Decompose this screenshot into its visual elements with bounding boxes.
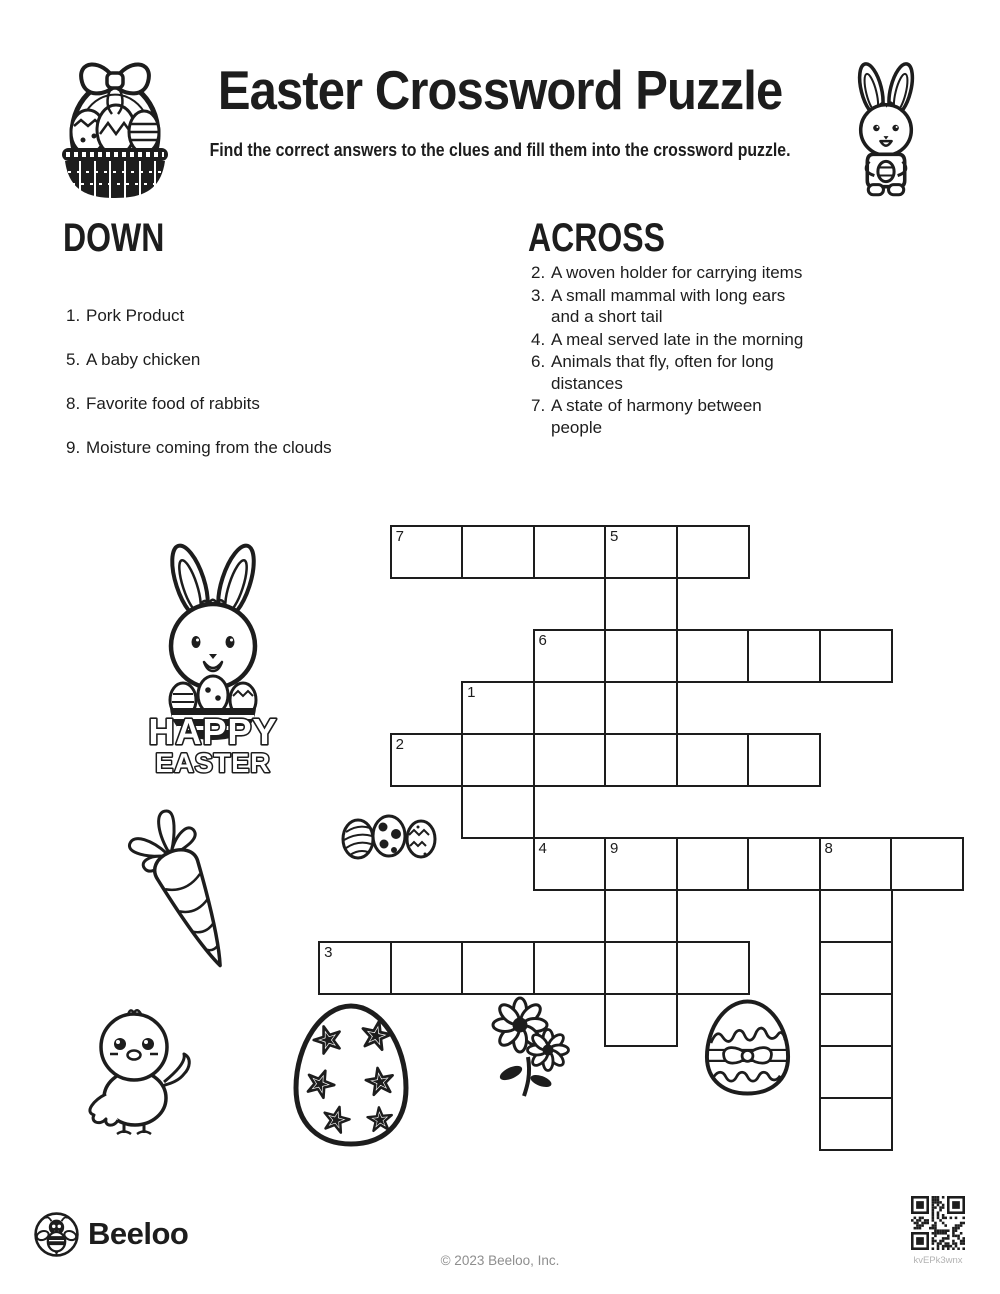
grid-cell[interactable]: [819, 837, 893, 892]
grid-cell[interactable]: [676, 941, 750, 996]
grid-cell[interactable]: [747, 629, 821, 684]
grid-cell[interactable]: [676, 525, 750, 580]
grid-cell[interactable]: [604, 681, 678, 736]
copyright-text: © 2023 Beeloo, Inc.: [440, 1253, 560, 1268]
grid-cell[interactable]: [747, 733, 821, 788]
clue-text: A woven holder for carrying items: [551, 263, 803, 282]
clue-number: 8.: [66, 394, 81, 413]
down-clue-list: [66, 305, 396, 481]
grid-cell-number: 2: [395, 735, 404, 753]
clue-number: 3.: [531, 285, 546, 305]
across-clue-list: [531, 262, 811, 439]
clue-down-1: [66, 305, 396, 327]
grid-cell[interactable]: [604, 889, 678, 944]
chick-illustration: [72, 1002, 202, 1142]
clue-across-4: [531, 329, 811, 351]
grid-cell[interactable]: [390, 525, 464, 580]
clue-text: Favorite food of rabbits: [86, 394, 260, 413]
grid-cell[interactable]: [676, 837, 750, 892]
clue-number: 5.: [66, 350, 81, 369]
grid-cell[interactable]: [890, 837, 964, 892]
grid-cell[interactable]: [819, 1097, 893, 1152]
grid-cell[interactable]: [819, 941, 893, 996]
bunny-icon: [843, 57, 929, 201]
grid-cell[interactable]: [390, 733, 464, 788]
grid-cell-number: 7: [395, 527, 404, 545]
clue-number: 1.: [66, 306, 81, 325]
grid-cell[interactable]: [604, 525, 678, 580]
grid-cell[interactable]: [819, 889, 893, 944]
happy-easter-text-line1: HAPPY: [148, 711, 278, 752]
grid-cell[interactable]: [604, 993, 678, 1048]
grid-cell-number: 9: [610, 839, 619, 857]
clue-number: 6.: [531, 352, 546, 371]
clue-down-8: [66, 393, 396, 415]
brand-name: Beeloo: [88, 1216, 189, 1251]
star-egg-illustration: [288, 1000, 415, 1150]
happy-easter-text-line2: EASTER: [155, 748, 271, 778]
flowers-illustration: [490, 995, 576, 1101]
grid-cell-number: 5: [610, 527, 619, 545]
grid-cell[interactable]: [533, 733, 607, 788]
clue-text: Pork Product: [86, 306, 185, 325]
grid-cell[interactable]: [676, 733, 750, 788]
bee-logo-icon: [33, 1211, 80, 1258]
clue-down-5: [66, 349, 396, 371]
clue-text: A small mammal with long ears and a short tail: [551, 285, 786, 326]
clue-across-3: [531, 285, 811, 328]
grid-cell[interactable]: [318, 941, 392, 996]
grid-cell-number: 1: [467, 683, 476, 701]
grid-cell[interactable]: [604, 629, 678, 684]
down-heading: DOWN: [63, 216, 165, 260]
clue-text: A meal served late in the morning: [551, 329, 804, 349]
clue-across-7: [531, 395, 811, 438]
grid-cell[interactable]: [533, 629, 607, 684]
grid-cell[interactable]: [461, 525, 535, 580]
carrot-illustration: [108, 792, 236, 988]
grid-cell[interactable]: [676, 629, 750, 684]
clue-number: 9.: [66, 438, 81, 457]
grid-cell-number: 8: [824, 839, 833, 857]
grid-cell[interactable]: [461, 941, 535, 996]
grid-cell[interactable]: [461, 733, 535, 788]
happy-easter-bunny-illustration: [138, 540, 288, 780]
grid-cell-number: 6: [538, 631, 547, 649]
grid-cell[interactable]: [604, 733, 678, 788]
grid-cell[interactable]: [819, 629, 893, 684]
grid-cell[interactable]: [747, 837, 821, 892]
clue-across-2: [531, 262, 811, 284]
page-title: Easter Crossword Puzzle: [217, 59, 783, 121]
qr-code: [911, 1196, 965, 1250]
grid-cell[interactable]: [604, 941, 678, 996]
easter-eggs-illustration: [338, 810, 440, 862]
grid-cell[interactable]: [461, 785, 535, 840]
grid-cell-number: 4: [538, 839, 547, 857]
clue-number: 2.: [531, 263, 546, 282]
grid-cell[interactable]: [604, 837, 678, 892]
grid-cell[interactable]: [819, 1045, 893, 1100]
clue-text: A state of harmony between people: [551, 396, 762, 437]
across-heading: ACROSS: [528, 216, 665, 260]
grid-cell[interactable]: [604, 577, 678, 632]
page-subtitle: Find the correct answers to the clues and fill them into the crossword puzzle.: [209, 140, 791, 160]
clue-across-6: [531, 351, 811, 394]
clue-text: Moisture coming from the clouds: [86, 438, 332, 457]
grid-cell[interactable]: [533, 941, 607, 996]
grid-cell-number: 3: [324, 943, 333, 961]
grid-cell[interactable]: [533, 525, 607, 580]
grid-cell[interactable]: [819, 993, 893, 1048]
clue-text: A baby chicken: [86, 350, 201, 369]
clue-number: 4.: [531, 329, 546, 349]
clue-number: 7.: [531, 396, 546, 415]
grid-cell[interactable]: [390, 941, 464, 996]
bow-egg-illustration: [701, 997, 795, 1097]
clue-down-9: [66, 437, 396, 459]
qr-code-label: kvEPk3wnx: [913, 1255, 963, 1266]
clue-text: Animals that fly, often for long distances: [551, 352, 774, 393]
grid-cell[interactable]: [533, 837, 607, 892]
grid-cell[interactable]: [461, 681, 535, 736]
